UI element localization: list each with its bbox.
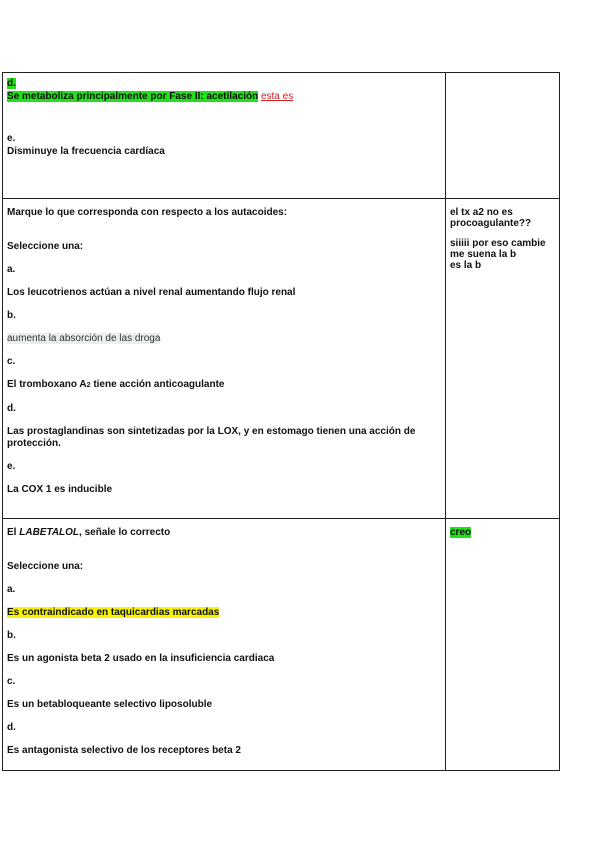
- option-letter: a.: [7, 584, 16, 595]
- option-text: Es antagonista selectivo de los receptores beta 2: [7, 745, 241, 756]
- question-text: El LABETALOL, señale lo correcto: [7, 527, 171, 538]
- option-text: La COX 1 es inducible: [7, 484, 113, 495]
- option-letter: c.: [7, 676, 16, 687]
- option-text: Disminuye la frecuencia cardíaca: [7, 146, 165, 157]
- option-letter: b.: [7, 630, 16, 641]
- option-letter: c.: [7, 356, 16, 367]
- note-text: el tx a2 no es procoagulante??: [450, 207, 532, 229]
- option-letter: b.: [7, 310, 16, 321]
- option-text: Se metaboliza principalmente por Fase II: acetilación esta es: [7, 91, 294, 102]
- question-cell: [3, 199, 446, 519]
- question-cell: [3, 519, 446, 771]
- option-letter: d.: [7, 722, 16, 733]
- option-text: Los leucotrienos actúan a nivel renal aumentando flujo renal: [7, 287, 296, 298]
- answer-comment: esta es: [260, 91, 294, 102]
- question-text: Marque lo que corresponda con respecto a los autacoides:: [7, 207, 288, 218]
- notes-cell: [446, 73, 560, 199]
- notes-cell: [446, 199, 560, 519]
- question-cell: [3, 73, 446, 199]
- select-prompt: Seleccione una:: [7, 241, 84, 252]
- table-row: [3, 199, 560, 519]
- option-text: El tromboxano A2 tiene acción anticoagulante: [7, 379, 225, 390]
- option-text: Las prostaglandinas son sintetizadas por la LOX, y en estomago tienen una acción de protección.: [7, 426, 416, 449]
- option-letter: e.: [7, 133, 16, 144]
- option-text: Es un agonista beta 2 usado en la insuficiencia cardiaca: [7, 653, 275, 664]
- note-text: creo: [450, 527, 472, 538]
- option-letter: d.: [7, 403, 16, 414]
- note-text: siiiii por eso cambie me suena la b: [450, 238, 546, 260]
- drug-name: LABETALOL: [19, 527, 80, 538]
- select-prompt: Seleccione una:: [7, 561, 84, 572]
- option-letter: e.: [7, 461, 16, 472]
- option-text: Es un betabloqueante selectivo liposoluble: [7, 699, 213, 710]
- option-letter: a.: [7, 264, 16, 275]
- notes-cell: [446, 519, 560, 771]
- table-row: [3, 519, 560, 771]
- option-letter: d.: [7, 78, 16, 89]
- option-text: aumenta la absorción de las droga: [7, 333, 161, 344]
- quiz-table: [2, 72, 560, 771]
- note-text: es la b: [450, 260, 482, 271]
- table-row: [3, 73, 560, 199]
- option-text: Es contraindicado en taquicardias marcadas: [7, 607, 220, 618]
